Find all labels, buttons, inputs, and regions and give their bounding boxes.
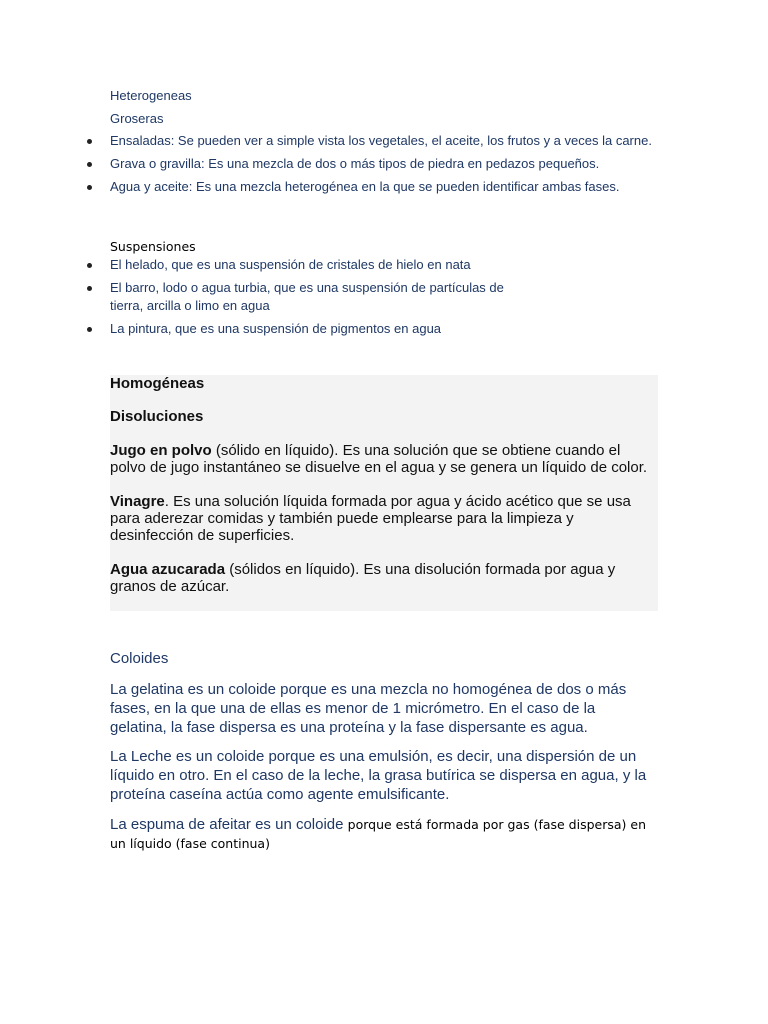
bullet-icon: [87, 286, 92, 291]
bullet-icon: [87, 327, 92, 332]
entry-text: . Es una solución líquida formada por agua y ácido acético que se usa para aderezar comidas y también puede emplearse para la limpieza y desinfección de superficies.: [110, 493, 631, 544]
mixed-text-a: La espuma de afeitar es un coloide: [110, 816, 348, 833]
coloides-paragraph: [110, 815, 655, 853]
entry-text: (sólido en líquido). Es una solución que se obtiene cuando el polvo de jugo instantáneo se disuelve en el agua y se genera un líquido de color.: [110, 442, 648, 476]
list-item: [0, 320, 660, 338]
mixed-text-b: porque está formada por gas (fase dispersa) en un líquido (fase continua): [110, 817, 646, 851]
suspensiones-heading: Suspensiones: [110, 238, 196, 254]
list-item: [0, 132, 660, 150]
entry-text: (sólidos en líquido). Es una disolución formada por agua y granos de azúcar.: [110, 561, 616, 595]
groseras-subheading: Groseras: [110, 111, 164, 126]
suspensiones-list: [0, 256, 660, 343]
list-item-text: Grava o gravilla: Es una mezcla de dos o más tipos de piedra en pedazos pequeños.: [110, 156, 600, 171]
entry-paragraph: [110, 493, 658, 544]
homogeneas-heading: Homogéneas: [110, 375, 205, 392]
entry-paragraph: [110, 442, 658, 476]
list-item: [0, 256, 660, 274]
bullet-icon: [87, 162, 92, 167]
coloides-paragraph: La Leche es un coloide porque es una emulsión, es decir, una dispersión de un líquido en otro. En el caso de la leche, la grasa butírica se dispersa en agua, y la proteína caseína actúa como agente emulsificante.: [110, 748, 647, 803]
list-item-text: Ensaladas: Se pueden ver a simple vista los vegetales, el aceite, los frutos y a veces la carne.: [110, 133, 652, 148]
entry-term: Vinagre: [110, 493, 165, 510]
bullet-icon: [87, 185, 92, 190]
list-item: [0, 155, 660, 173]
list-item: [0, 178, 660, 196]
bullet-icon: [87, 139, 92, 144]
coloides-paragraph: La gelatina es un coloide porque es una mezcla no homogénea de dos o más fases, en la que una de ellas es menor de 1 micrómetro. En el caso de la gelatina, la fase dispersa es una proteína y la fase dispersante es agua.: [110, 681, 627, 736]
entry-term: Agua azucarada: [110, 561, 226, 578]
list-item-text: Agua y aceite: Es una mezcla heterogénea en la que se pueden identificar ambas fases.: [110, 179, 620, 194]
list-item-text: El barro, lodo o agua turbia, que es una suspensión de partículas de tierra, arcilla o limo en agua: [110, 280, 504, 313]
entry-term: Jugo en polvo: [110, 442, 212, 459]
disoluciones-heading: Disoluciones: [110, 408, 204, 425]
homogeneas-block: [110, 375, 658, 611]
bullet-icon: [87, 263, 92, 268]
coloides-heading: Coloides: [110, 650, 169, 667]
heterogeneas-list: [0, 132, 660, 201]
list-item-text: La pintura, que es una suspensión de pigmentos en agua: [110, 321, 442, 336]
entry-paragraph: [110, 561, 658, 595]
heterogeneas-heading: Heterogeneas: [110, 88, 192, 103]
list-item-text: El helado, que es una suspensión de cristales de hielo en nata: [110, 257, 471, 272]
list-item: [0, 279, 660, 315]
